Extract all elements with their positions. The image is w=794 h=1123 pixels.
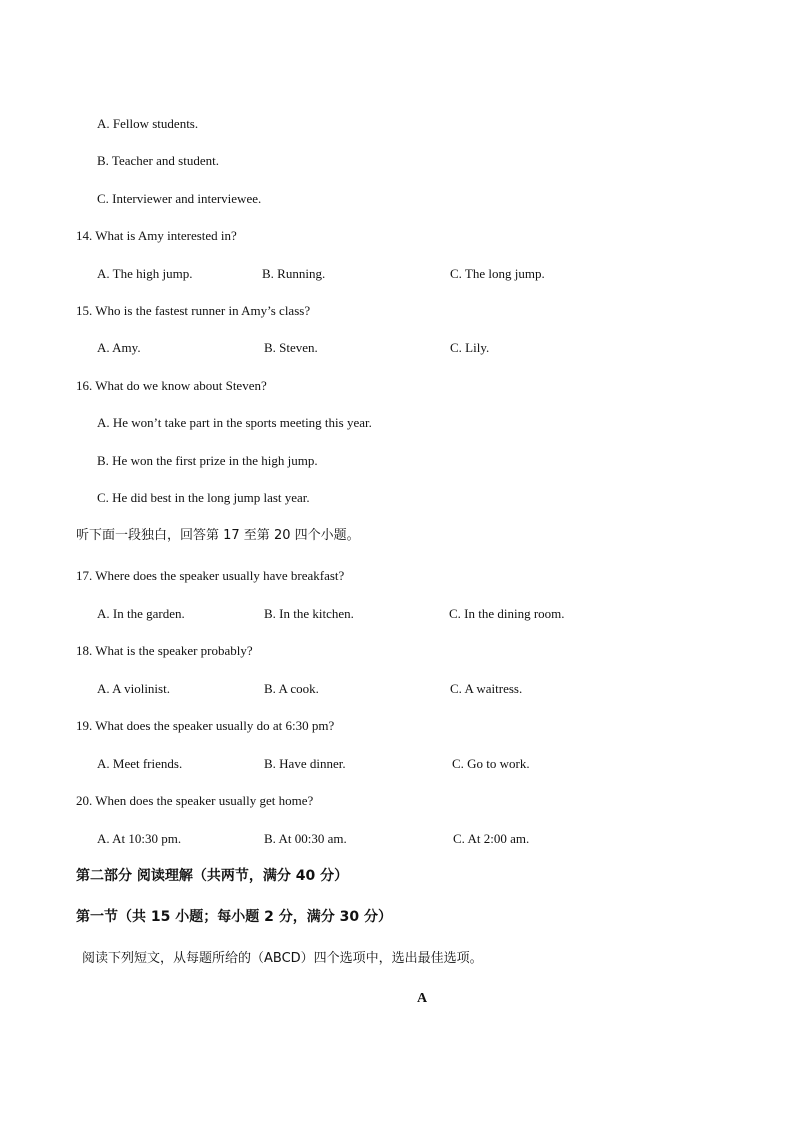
section1-heading: 第一节（共 15 小题；每小题 2 分，满分 30 分） bbox=[76, 909, 392, 925]
q18-option-b: B. A cook. bbox=[264, 681, 319, 696]
q13-option-c: C. Interviewer and interviewee. bbox=[97, 191, 262, 206]
q14-option-b: B. Running. bbox=[262, 266, 326, 281]
q19-option-c: C. Go to work. bbox=[452, 756, 530, 771]
q13-option-b: B. Teacher and student. bbox=[97, 153, 219, 168]
q17-option-c: C. In the dining room. bbox=[449, 606, 565, 621]
q15-option-c: C. Lily. bbox=[450, 340, 490, 355]
q17-question: 17. Where does the speaker usually have breakfast? bbox=[76, 568, 345, 583]
q20-option-a: A. At 10:30 pm. bbox=[97, 831, 182, 846]
q16-option-a: A. He won’t take part in the sports meeting this year. bbox=[97, 415, 372, 430]
q14-option-c: C. The long jump. bbox=[450, 266, 545, 281]
q17-option-a: A. In the garden. bbox=[97, 606, 185, 621]
q17-option-b: B. In the kitchen. bbox=[264, 606, 354, 621]
q14-question: 14. What is Amy interested in? bbox=[76, 228, 237, 243]
reading-instruction: 阅读下列短文，从每题所给的（ABCD）四个选项中，选出最佳选项。 bbox=[82, 951, 483, 966]
q20-option-b: B. At 00:30 am. bbox=[264, 831, 347, 846]
q19-option-a: A. Meet friends. bbox=[97, 756, 183, 771]
q13-option-a: A. Fellow students. bbox=[97, 116, 199, 131]
passage-label: A bbox=[416, 991, 428, 1006]
q18-option-c: C. A waitress. bbox=[450, 681, 523, 696]
part2-heading: 第二部分 阅读理解（共两节，满分 40 分） bbox=[76, 868, 349, 884]
q18-option-a: A. A violinist. bbox=[97, 681, 170, 696]
q19-question: 19. What does the speaker usually do at 6:30 pm? bbox=[76, 718, 335, 733]
q14-option-a: A. The high jump. bbox=[97, 266, 193, 281]
q16-question: 16. What do we know about Steven? bbox=[76, 378, 267, 393]
q15-question: 15. Who is the fastest runner in Amy’s class? bbox=[76, 303, 311, 318]
q20-question: 20. When does the speaker usually get home? bbox=[76, 793, 314, 808]
monologue-instruction: 听下面一段独白，回答第 17 至第 20 四个小题。 bbox=[76, 528, 360, 543]
q16-option-b: B. He won the first prize in the high jump. bbox=[97, 453, 318, 468]
q18-question: 18. What is the speaker probably? bbox=[76, 643, 253, 658]
q15-option-a: A. Amy. bbox=[97, 340, 141, 355]
q16-option-c: C. He did best in the long jump last year. bbox=[97, 490, 310, 505]
q19-option-b: B. Have dinner. bbox=[264, 756, 346, 771]
q20-option-c: C. At 2:00 am. bbox=[453, 831, 530, 846]
q15-option-b: B. Steven. bbox=[264, 340, 318, 355]
